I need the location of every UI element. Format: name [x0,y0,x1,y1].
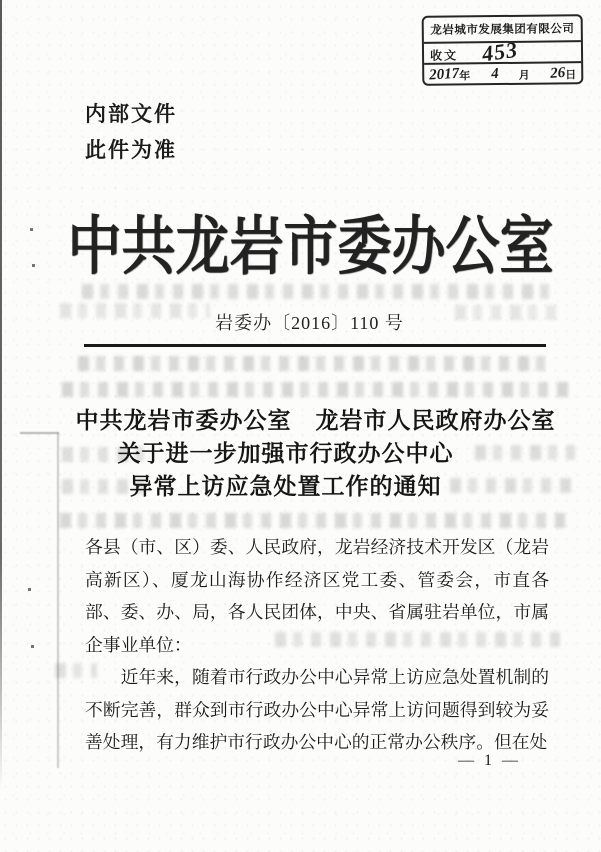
stamp-company: 龙岩城市发展集团有限公司 [424,16,581,44]
title-line-2: 关于进一步加强市行政办公中心 [117,441,454,466]
letterhead-org-title: 中共龙岩市委办公室 [67,211,554,283]
page-number: — 1 — [458,752,521,769]
ink-speck [28,588,31,591]
title-line-1: 中共龙岩市委办公室 龙岩市人民政府办公室 [75,408,556,433]
corner-note [85,96,177,168]
document-title [30,404,601,503]
stamp-received-number-handwritten: 453 [480,36,520,67]
stamp-day-unit: 日 [565,68,577,81]
bleedthrough-line [60,513,565,528]
stamp-year-unit: 年 [459,69,471,82]
stamp-received-row [424,36,581,67]
stamp-month-handwritten: 4 [490,65,499,83]
addressee-paragraph: 各县（市、区）委、人民政府，龙岩经济技术开发区（龙岩高新区）、厦龙山海协作经济区党工委、管委会，市直各部、委、办、局，各人民团体，中央、省属驻岩单位，市属企事业单位： [85,537,549,655]
ink-speck [31,645,34,648]
corner-note-line2: 此件为准 [85,138,177,162]
stamp-date-row [424,63,581,86]
stamp-year-handwritten: 2017 [428,65,460,84]
scan-edge-line [0,0,2,792]
bleedthrough-line [78,356,552,371]
corner-note-line1: 内部文件 [85,102,177,126]
receipt-stamp [422,14,584,86]
stamp-received-label: 收文 [429,48,459,63]
body-paragraph-1: 近年来，随着市行政办公中心异常上访应急处置机制的不断完善，群众到市行政办公中心异常上访问题得到较为妥善处理，有力维护市行政办公中心的正常办公秩序。但在处 [85,667,549,752]
title-line-3: 异常上访应急处置工作的通知 [129,474,442,499]
header-rule [84,344,546,347]
stamp-day-handwritten: 26 [549,64,566,82]
stamp-month-unit: 月 [518,69,530,82]
document-body [85,531,549,759]
bleedthrough-line [62,382,570,397]
doc-number: 岩委办〔2016〕110 号 [215,313,404,333]
